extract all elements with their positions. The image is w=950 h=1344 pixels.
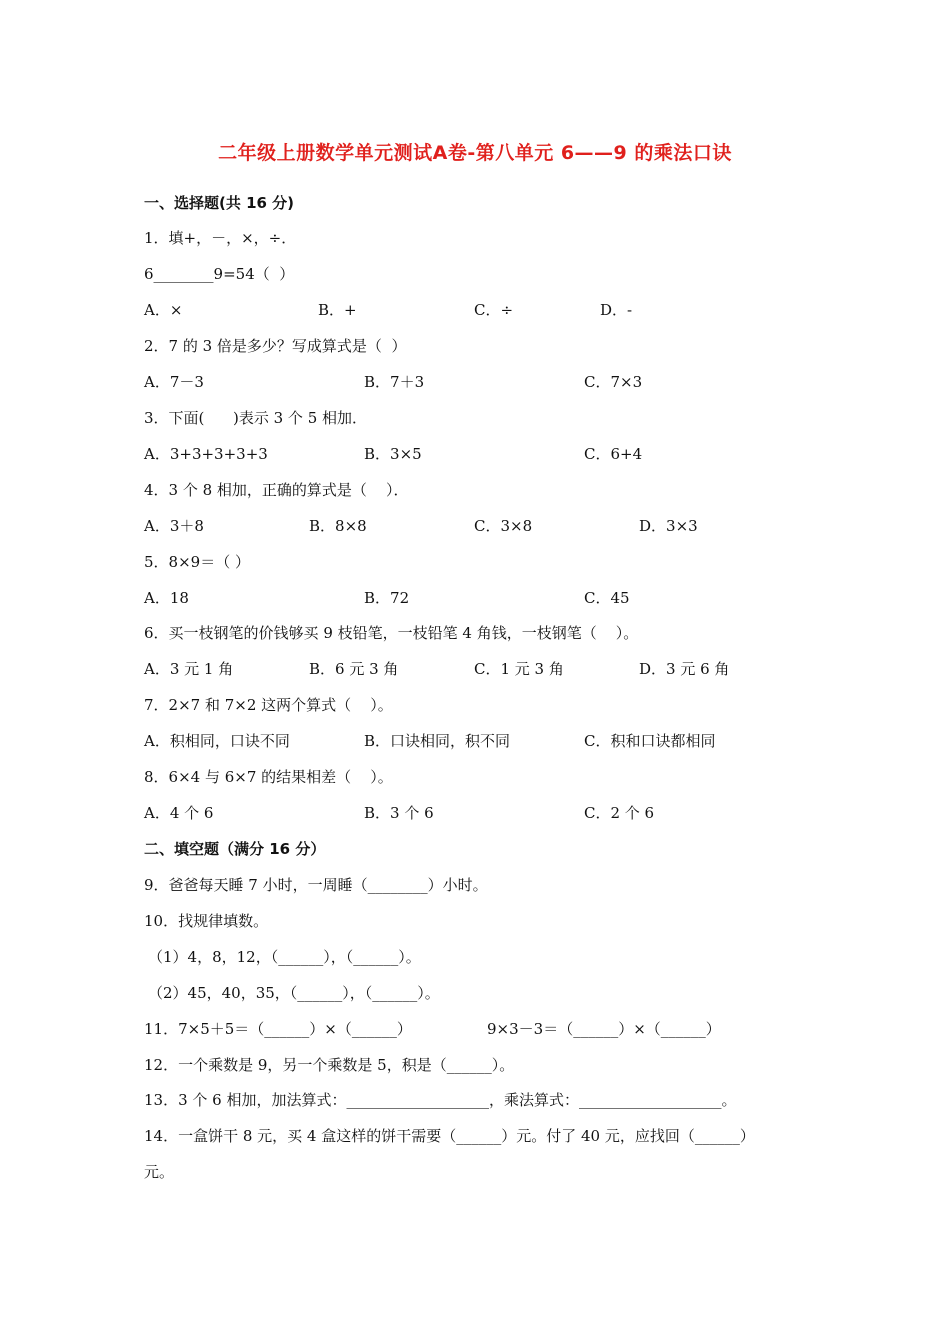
question-2-option-c[interactable]: C．7×3 xyxy=(584,373,643,391)
question-11-right: 9×3－3＝（______）×（______） xyxy=(487,1020,721,1038)
question-7-option-a[interactable]: A．积相同，口诀不同 xyxy=(144,732,290,750)
question-1-stem: 1．填+，－，×，÷． xyxy=(144,229,297,247)
question-2-option-b[interactable]: B．7＋3 xyxy=(364,373,425,391)
question-14-line-2: 元。 xyxy=(144,1163,175,1181)
section-heading-fill-in: 二、填空题（满分 16 分） xyxy=(144,840,326,858)
question-6-option-a[interactable]: A．3 元 1 角 xyxy=(144,660,234,678)
question-11-left: 11．7×5＋5＝（______）×（______） xyxy=(144,1020,412,1038)
question-1-option-c[interactable]: C．÷ xyxy=(474,301,514,319)
question-3-option-b[interactable]: B．3×5 xyxy=(364,445,422,463)
question-10-stem: 10．找规律填数。 xyxy=(144,912,269,930)
question-4-option-c[interactable]: C．3×8 xyxy=(474,517,533,535)
question-6-option-b[interactable]: B．6 元 3 角 xyxy=(309,660,399,678)
question-7-option-c[interactable]: C．积和口诀都相同 xyxy=(584,732,716,750)
question-12-stem: 12．一个乘数是 9，另一个乘数是 5，积是（______）。 xyxy=(144,1056,515,1074)
question-3-stem: 3．下面( )表示 3 个 5 相加． xyxy=(144,409,368,427)
question-6-option-c[interactable]: C．1 元 3 角 xyxy=(474,660,564,678)
question-6-option-d[interactable]: D．3 元 6 角 xyxy=(639,660,730,678)
question-3-option-a[interactable]: A．3+3+3+3+3 xyxy=(144,445,268,463)
question-4-option-b[interactable]: B．8×8 xyxy=(309,517,367,535)
question-6-stem: 6．买一枝钢笔的价钱够买 9 枝铅笔，一枝铅笔 4 角钱，一枝钢笔（ ）。 xyxy=(144,624,639,642)
question-8-stem: 8．6×4 与 6×7 的结果相差（ ）。 xyxy=(144,768,393,786)
question-13-stem: 13．3 个 6 相加，加法算式：___________________，乘法算式：___________________。 xyxy=(144,1091,737,1109)
question-5-stem: 5．8×9＝（ ） xyxy=(144,553,250,571)
question-10-part-1: （1）4，8，12，（______），（______）。 xyxy=(148,948,421,966)
section-heading-choice: 一、选择题(共 16 分) xyxy=(144,194,295,212)
question-4-option-a[interactable]: A．3＋8 xyxy=(144,517,204,535)
question-8-option-c[interactable]: C．2 个 6 xyxy=(584,804,655,822)
question-4-stem: 4．3 个 8 相加，正确的算式是（ ）． xyxy=(144,481,409,499)
question-8-option-a[interactable]: A．4 个 6 xyxy=(144,804,214,822)
question-1-option-b[interactable]: B．+ xyxy=(318,301,357,319)
question-8-option-b[interactable]: B．3 个 6 xyxy=(364,804,434,822)
question-1-option-a[interactable]: A．× xyxy=(144,301,183,319)
question-5-option-b[interactable]: B．72 xyxy=(364,589,410,607)
question-5-option-c[interactable]: C．45 xyxy=(584,589,630,607)
question-1-equation: 6________9=54（ ） xyxy=(144,265,295,283)
question-5-option-a[interactable]: A．18 xyxy=(144,589,189,607)
question-7-option-b[interactable]: B．口诀相同，积不同 xyxy=(364,732,511,750)
question-2-stem: 2．7 的 3 倍是多少？写成算式是（ ） xyxy=(144,337,407,355)
worksheet-title: 二年级上册数学单元测试A卷-第八单元 6——9 的乘法口诀 xyxy=(218,142,732,164)
question-10-part-2: （2）45，40，35，（______），（______）。 xyxy=(148,984,440,1002)
question-9-stem: 9．爸爸每天睡 7 小时，一周睡（________）小时。 xyxy=(144,876,488,894)
question-7-stem: 7．2×7 和 7×2 这两个算式（ ）。 xyxy=(144,696,393,714)
question-1-option-d[interactable]: D．- xyxy=(600,301,633,319)
question-3-option-c[interactable]: C．6+4 xyxy=(584,445,643,463)
question-14-line-1: 14．一盒饼干 8 元，买 4 盒这样的饼干需要（______）元。付了 40 元，应找回（______） xyxy=(144,1127,755,1145)
question-2-option-a[interactable]: A．7－3 xyxy=(144,373,204,391)
question-4-option-d[interactable]: D．3×3 xyxy=(639,517,698,535)
